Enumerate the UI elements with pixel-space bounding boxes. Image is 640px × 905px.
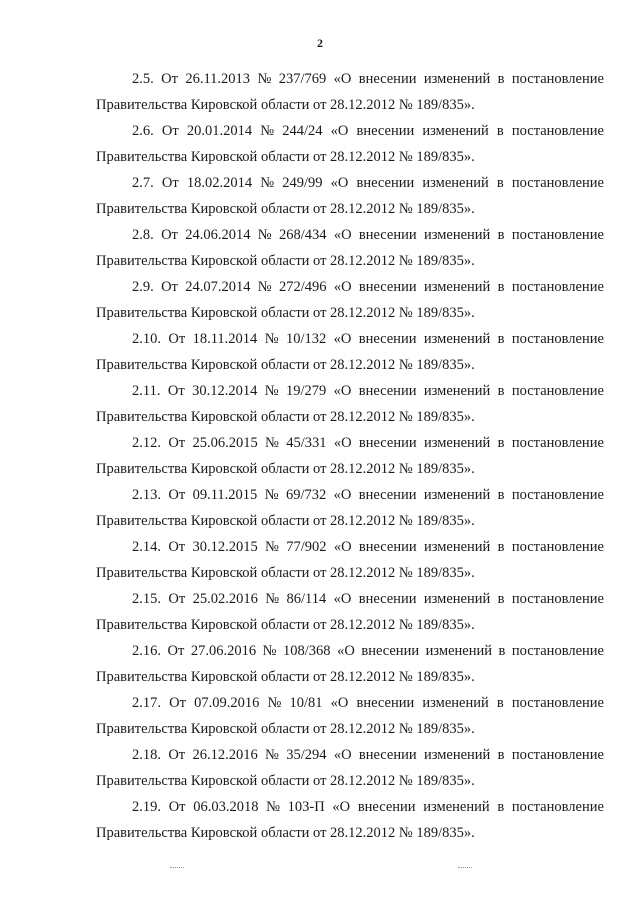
word: внесении <box>356 175 415 191</box>
list-item <box>96 742 604 794</box>
item-number: 2.9. <box>132 279 154 295</box>
word: в <box>497 539 505 555</box>
word: изменений <box>423 331 491 347</box>
word: в <box>497 279 505 295</box>
word: изменений <box>422 695 489 711</box>
number-sign: № <box>257 227 272 243</box>
decree-number: 10/81 <box>289 695 323 711</box>
word: постановление <box>511 487 604 503</box>
word: в <box>497 71 505 87</box>
item-second-line: Правительства Кировской области от 28.12.2012 № 189/835». <box>96 669 475 685</box>
word: в <box>496 123 504 139</box>
decree-date: 30.12.2014 <box>192 383 258 399</box>
list-item <box>96 690 604 742</box>
word: в <box>497 331 505 347</box>
word: «О <box>333 279 352 295</box>
word: От <box>167 383 185 399</box>
list-item <box>96 66 604 118</box>
item-number: 2.17. <box>132 695 161 711</box>
item-second-line: Правительства Кировской области от 28.12.2012 № 189/835». <box>96 97 475 113</box>
word: постановление <box>511 799 604 815</box>
item-number: 2.19. <box>132 799 161 815</box>
word: изменений <box>423 591 491 607</box>
word: постановление <box>511 695 604 711</box>
list-item <box>96 534 604 586</box>
word: постановление <box>511 175 604 191</box>
word: От <box>161 175 179 191</box>
number-sign: № <box>264 487 279 503</box>
item-number: 2.5. <box>132 71 154 87</box>
word: «О <box>330 123 349 139</box>
item-first-line <box>96 586 604 612</box>
word: внесении <box>358 487 417 503</box>
word: изменений <box>422 123 489 139</box>
word: изменений <box>423 227 491 243</box>
item-second-line: Правительства Кировской области от 28.12.2012 № 189/835». <box>96 409 475 425</box>
word: От <box>161 71 178 87</box>
item-number: 2.18. <box>132 747 161 763</box>
word: «О <box>333 747 352 763</box>
word: внесении <box>358 227 417 243</box>
item-second-line: Правительства Кировской области от 28.12.2012 № 189/835». <box>96 461 475 477</box>
word: От <box>168 539 186 555</box>
word: От <box>168 747 186 763</box>
item-second-line: Правительства Кировской области от 28.12.2012 № 189/835». <box>96 513 475 529</box>
item-first-line <box>96 222 604 248</box>
decree-date: 26.12.2016 <box>192 747 258 763</box>
word: постановление <box>511 71 604 87</box>
decree-number: 45/331 <box>286 435 327 451</box>
word: «О <box>330 175 349 191</box>
word: изменений <box>425 643 492 659</box>
scan-mark-right <box>458 867 472 868</box>
word: постановление <box>511 227 604 243</box>
word: «О <box>333 383 352 399</box>
word: От <box>168 331 186 347</box>
word: постановление <box>511 643 604 659</box>
decree-date: 07.09.2016 <box>194 695 260 711</box>
decree-date: 27.06.2016 <box>190 643 257 659</box>
word: постановление <box>511 279 604 295</box>
decree-number: 77/902 <box>286 539 327 555</box>
decree-number: 86/114 <box>286 591 327 607</box>
word: внесении <box>356 695 415 711</box>
word: в <box>497 383 505 399</box>
item-second-line: Правительства Кировской области от 28.12.2012 № 189/835». <box>96 201 475 217</box>
word: в <box>497 799 505 815</box>
number-sign: № <box>262 643 277 659</box>
item-first-line <box>96 326 604 352</box>
decree-number: 268/434 <box>278 227 327 243</box>
decree-number: 69/732 <box>285 487 327 503</box>
decree-date: 18.11.2014 <box>192 331 258 347</box>
list-item <box>96 794 604 846</box>
number-sign: № <box>265 591 280 607</box>
word: внесении <box>358 279 417 295</box>
word: «О <box>332 799 351 815</box>
word: изменений <box>423 747 491 763</box>
word: в <box>496 175 504 191</box>
decree-number: 19/279 <box>285 383 327 399</box>
word: внесении <box>358 539 417 555</box>
word: От <box>167 643 185 659</box>
word: От <box>168 435 186 451</box>
word: постановление <box>511 539 604 555</box>
word: изменений <box>423 383 491 399</box>
item-first-line <box>96 66 604 92</box>
decree-date: 25.06.2015 <box>192 435 258 451</box>
item-second-line: Правительства Кировской области от 28.12.2012 № 189/835». <box>96 773 475 789</box>
amendment-list <box>96 66 604 846</box>
word: в <box>496 695 504 711</box>
decree-date: 30.12.2015 <box>192 539 258 555</box>
item-number: 2.8. <box>132 227 154 243</box>
word: постановление <box>511 383 604 399</box>
number-sign: № <box>257 279 272 295</box>
word: постановление <box>511 747 604 763</box>
item-number: 2.6. <box>132 123 154 139</box>
word: изменений <box>423 435 491 451</box>
item-second-line: Правительства Кировской области от 28.12.2012 № 189/835». <box>96 149 475 165</box>
item-second-line: Правительства Кировской области от 28.12.2012 № 189/835». <box>96 565 475 581</box>
item-number: 2.11. <box>132 383 161 399</box>
number-sign: № <box>265 539 279 555</box>
list-item <box>96 430 604 482</box>
item-first-line <box>96 118 604 144</box>
word: От <box>161 279 178 295</box>
item-second-line: Правительства Кировской области от 28.12.2012 № 189/835». <box>96 305 475 321</box>
decree-date: 18.02.2014 <box>186 175 253 191</box>
number-sign: № <box>267 695 282 711</box>
decree-number: 103-П <box>287 799 325 815</box>
word: «О <box>333 71 352 87</box>
item-first-line <box>96 274 604 300</box>
decree-number: 35/294 <box>286 747 327 763</box>
list-item <box>96 118 604 170</box>
decree-number: 108/368 <box>283 643 331 659</box>
word: постановление <box>511 435 604 451</box>
word: в <box>497 747 505 763</box>
list-item <box>96 482 604 534</box>
number-sign: № <box>266 799 280 815</box>
word: От <box>161 227 178 243</box>
item-first-line <box>96 482 604 508</box>
item-number: 2.7. <box>132 175 154 191</box>
list-item <box>96 586 604 638</box>
word: изменений <box>423 487 491 503</box>
word: изменений <box>423 539 491 555</box>
word: внесении <box>358 383 417 399</box>
number-sign: № <box>260 123 275 139</box>
word: внесении <box>356 123 415 139</box>
item-second-line: Правительства Кировской области от 28.12.2012 № 189/835». <box>96 617 475 633</box>
word: «О <box>333 487 352 503</box>
word: От <box>168 591 186 607</box>
number-sign: № <box>257 71 272 87</box>
item-first-line <box>96 534 604 560</box>
item-number: 2.15. <box>132 591 161 607</box>
decree-number: 249/99 <box>282 175 323 191</box>
number-sign: № <box>264 331 279 347</box>
word: «О <box>333 539 352 555</box>
word: изменений <box>422 175 489 191</box>
item-second-line: Правительства Кировской области от 28.12.2012 № 189/835». <box>96 721 475 737</box>
item-first-line <box>96 794 604 820</box>
item-first-line <box>96 170 604 196</box>
word: внесении <box>358 435 417 451</box>
item-number: 2.14. <box>132 539 161 555</box>
word: «О <box>333 435 352 451</box>
item-second-line: Правительства Кировской области от 28.12.2012 № 189/835». <box>96 253 475 269</box>
decree-date: 26.11.2013 <box>185 71 251 87</box>
number-sign: № <box>260 175 275 191</box>
list-item <box>96 638 604 690</box>
item-number: 2.16. <box>132 643 161 659</box>
word: «О <box>330 695 349 711</box>
item-number: 2.12. <box>132 435 161 451</box>
decree-date: 24.07.2014 <box>185 279 251 295</box>
number-sign: № <box>264 383 279 399</box>
list-item <box>96 170 604 222</box>
list-item <box>96 222 604 274</box>
list-item <box>96 378 604 430</box>
item-number: 2.13. <box>132 487 161 503</box>
decree-date: 06.03.2018 <box>193 799 259 815</box>
word: От <box>161 123 179 139</box>
item-first-line <box>96 690 604 716</box>
scan-mark-left <box>170 867 184 868</box>
word: внесении <box>361 643 420 659</box>
item-second-line: Правительства Кировской области от 28.12.2012 № 189/835». <box>96 825 475 841</box>
number-sign: № <box>265 747 279 763</box>
word: в <box>497 435 505 451</box>
word: От <box>169 695 186 711</box>
word: в <box>497 487 505 503</box>
decree-date: 09.11.2015 <box>192 487 258 503</box>
word: «О <box>337 643 355 659</box>
decree-number: 237/769 <box>278 71 327 87</box>
word: изменений <box>423 71 491 87</box>
word: От <box>168 799 186 815</box>
word: в <box>497 591 505 607</box>
word: «О <box>333 591 352 607</box>
list-item <box>96 274 604 326</box>
item-second-line: Правительства Кировской области от 28.12.2012 № 189/835». <box>96 357 475 373</box>
word: «О <box>333 331 352 347</box>
decree-number: 244/24 <box>282 123 323 139</box>
word: в <box>498 643 506 659</box>
decree-number: 272/496 <box>278 279 327 295</box>
item-first-line <box>96 430 604 456</box>
decree-date: 20.01.2014 <box>186 123 253 139</box>
decree-date: 24.06.2014 <box>185 227 251 243</box>
word: постановление <box>511 123 604 139</box>
item-number: 2.10. <box>132 331 161 347</box>
word: в <box>497 227 505 243</box>
list-item <box>96 326 604 378</box>
word: внесении <box>358 591 417 607</box>
word: внесении <box>358 331 417 347</box>
word: изменений <box>423 799 490 815</box>
item-first-line <box>96 638 604 664</box>
number-sign: № <box>265 435 279 451</box>
item-first-line <box>96 378 604 404</box>
word: внесении <box>358 71 417 87</box>
word: От <box>168 487 186 503</box>
word: изменений <box>423 279 491 295</box>
page-number: 2 <box>317 36 323 50</box>
word: внесении <box>357 799 416 815</box>
word: постановление <box>511 591 604 607</box>
word: внесении <box>358 747 417 763</box>
word: постановление <box>511 331 604 347</box>
item-first-line <box>96 742 604 768</box>
decree-date: 25.02.2016 <box>192 591 258 607</box>
word: «О <box>333 227 352 243</box>
decree-number: 10/132 <box>285 331 327 347</box>
